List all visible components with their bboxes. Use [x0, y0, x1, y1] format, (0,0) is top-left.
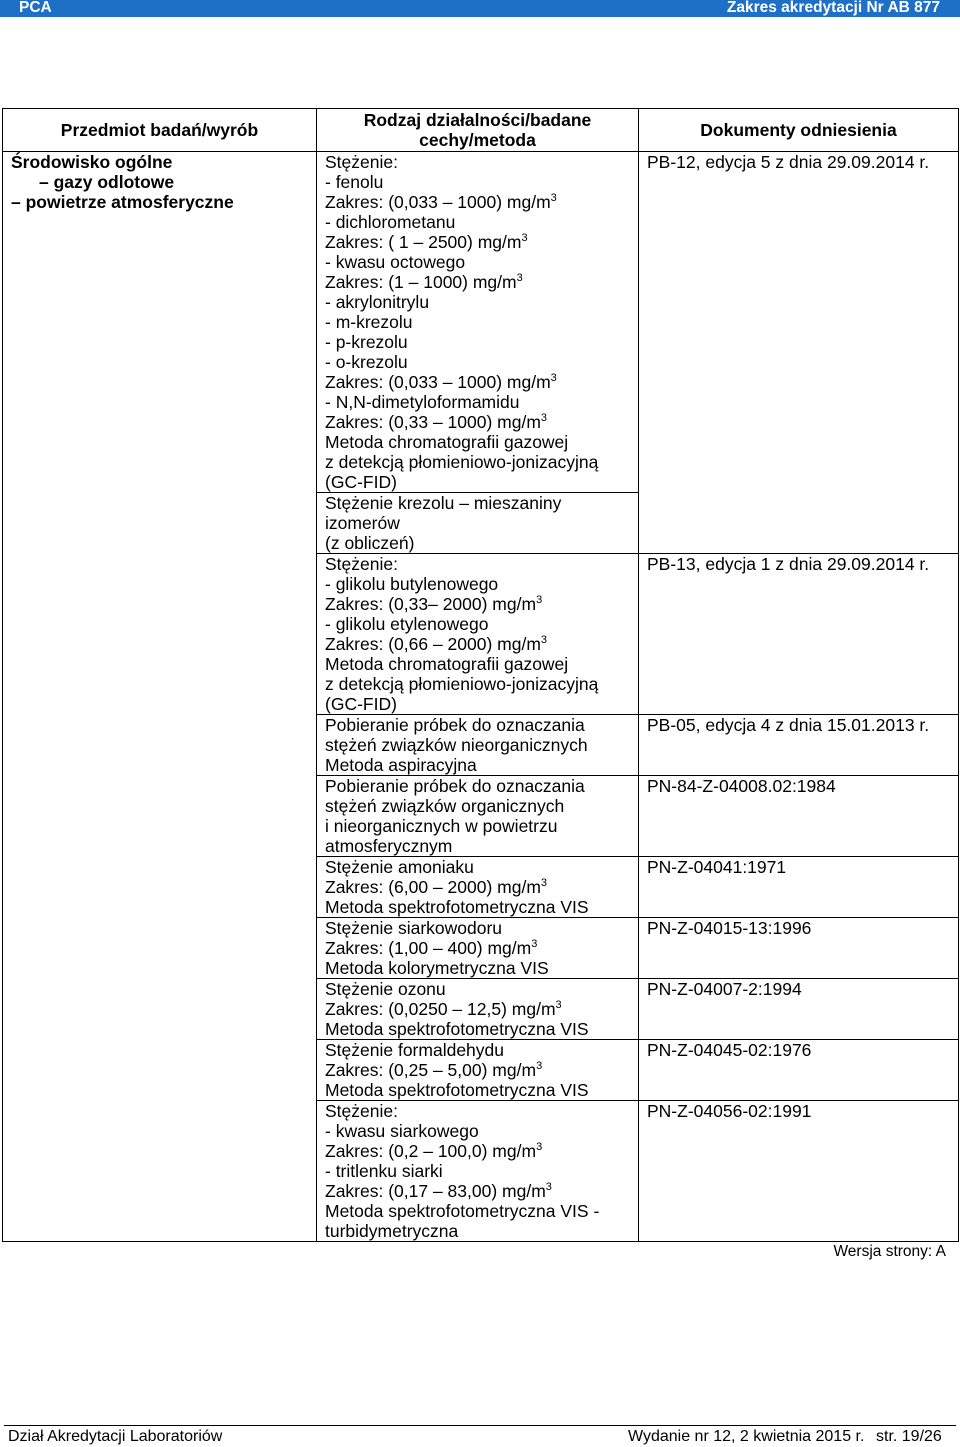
activity-line-text: Pobieranie próbek do oznaczania [325, 715, 585, 735]
document-cell [639, 979, 959, 1040]
document-cell [639, 152, 959, 554]
activity-line [325, 232, 630, 252]
activity-line-text: turbidymetryczna [325, 1221, 459, 1241]
activity-line [325, 979, 630, 999]
subject-line: – gazy odlotowe [39, 172, 175, 192]
activity-line-text: Zakres: (0,033 – 1000) mg/m [325, 372, 551, 392]
activity-line-text: - o-krezolu [325, 352, 408, 372]
document-cell [639, 918, 959, 979]
activity-cell [317, 776, 639, 857]
unit-superscript: 3 [540, 412, 548, 425]
activity-line-text: Zakres: ( 1 – 2500) mg/m [325, 232, 522, 252]
activity-line [325, 392, 630, 412]
activity-line-text: Metoda aspiracyjna [325, 755, 477, 775]
activity-line-text: Zakres: (0,25 – 5,00) mg/m [325, 1060, 537, 1080]
activity-cell [317, 979, 639, 1040]
column-header-activity-line: Rodzaj działalności/badane [363, 110, 592, 130]
table-row [3, 152, 959, 493]
activity-cell [317, 1040, 639, 1101]
activity-line [325, 1221, 630, 1241]
organization-label: PCA [19, 0, 52, 16]
document-reference: PB-13, edycja 1 z dnia 29.09.2014 r. [647, 554, 930, 574]
unit-superscript: 3 [531, 938, 538, 951]
activity-line [325, 1101, 630, 1121]
activity-line [325, 1201, 630, 1221]
activity-line [325, 574, 630, 594]
activity-line-text: Zakres: (0,0250 – 12,5) mg/m [325, 999, 556, 1019]
activity-line-text: - glikolu etylenowego [325, 614, 489, 634]
activity-line-text: - akrylonitrylu [325, 292, 430, 312]
activity-line-text: atmosferycznym [325, 836, 453, 856]
activity-line-text: Metoda chromatografii gazowej [325, 654, 569, 674]
activity-line-text: - fenolu [325, 172, 384, 192]
activity-line [325, 452, 630, 472]
activity-line [325, 755, 630, 775]
activity-line [325, 654, 630, 674]
column-header-subject-label: Przedmiot badań/wyrób [60, 120, 259, 140]
activity-line-text: Stężenie: [325, 554, 398, 574]
activity-line [325, 1121, 630, 1141]
document-reference: PN-Z-04056-02:1991 [647, 1101, 812, 1121]
column-header-activity [317, 109, 639, 152]
document-cell [639, 1101, 959, 1242]
activity-cell [317, 715, 639, 776]
column-header-activity-line: cechy/metoda [419, 130, 536, 150]
activity-line-text: z detekcją płomieniowo-jonizacyjną [325, 452, 599, 472]
document-reference: PN-Z-04007-2:1994 [647, 979, 802, 999]
subject-cell [3, 152, 317, 1242]
document-cell [639, 776, 959, 857]
activity-line-text: - kwasu octowego [325, 252, 466, 272]
activity-line [325, 938, 630, 958]
activity-line-text: Stężenie formaldehydu [325, 1040, 504, 1060]
activity-line [325, 312, 630, 332]
activity-line [325, 614, 630, 634]
activity-line [325, 1181, 630, 1201]
activity-line [325, 857, 630, 877]
unit-superscript: 3 [550, 192, 557, 205]
unit-superscript: 3 [536, 1060, 543, 1073]
activity-line-text: - kwasu siarkowego [325, 1121, 479, 1141]
column-header-documents-label: Dokumenty odniesienia [700, 120, 897, 140]
activity-cell [317, 918, 639, 979]
activity-line-text: - N,N-dimetyloformamidu [325, 392, 520, 412]
activity-line [325, 999, 630, 1019]
activity-line-text: - dichlorometanu [325, 212, 456, 232]
activity-cell [317, 493, 639, 554]
footer-page-number: str. 19/26 [876, 1428, 942, 1445]
activity-line [325, 192, 630, 212]
unit-superscript: 3 [540, 634, 548, 647]
activity-line-text: Stężenie amoniaku [325, 857, 474, 877]
activity-line-text: stężeń związków organicznych [325, 796, 565, 816]
footer-department: Dział Akredytacji Laboratoriów [8, 1428, 223, 1445]
activity-line [325, 432, 630, 452]
unit-superscript: 3 [555, 999, 562, 1012]
activity-line [325, 513, 630, 533]
footer-rule [4, 1425, 956, 1426]
activity-line [325, 412, 630, 432]
document-reference: PN-Z-04041:1971 [647, 857, 787, 877]
activity-line [325, 212, 630, 232]
activity-line-text: Pobieranie próbek do oznaczania [325, 776, 585, 796]
document-reference: PB-05, edycja 4 z dnia 15.01.2013 r. [647, 715, 930, 735]
activity-line [325, 372, 630, 392]
activity-line-text: Metoda spektrofotometryczna VIS [325, 1080, 589, 1100]
activity-cell [317, 857, 639, 918]
scope-table [2, 108, 959, 1242]
activity-line [325, 1019, 630, 1039]
activity-line [325, 1141, 630, 1161]
activity-line-text: Metoda spektrofotometryczna VIS [325, 1019, 589, 1039]
activity-line-text: - glikolu butylenowego [325, 574, 499, 594]
accreditation-scope-title: Zakres akredytacji Nr AB 877 [726, 0, 940, 16]
activity-line-text: (z obliczeń) [325, 533, 415, 553]
activity-line [325, 352, 630, 372]
activity-line-text: Stężenie krezolu – mieszaniny [325, 493, 562, 513]
activity-line [325, 1040, 630, 1060]
activity-line [325, 272, 630, 292]
activity-line [325, 918, 630, 938]
activity-line [325, 897, 630, 917]
activity-line [325, 1080, 630, 1100]
activity-cell [317, 152, 639, 493]
activity-line-text: Stężenie: [325, 1101, 398, 1121]
activity-line-text: (GC-FID) [325, 472, 397, 492]
unit-superscript: 3 [550, 372, 557, 385]
document-cell [639, 715, 959, 776]
document-reference: PN-Z-04015-13:1996 [647, 918, 812, 938]
activity-line [325, 715, 630, 735]
activity-line [325, 816, 630, 836]
activity-cell [317, 1101, 639, 1242]
activity-line [325, 152, 630, 172]
unit-superscript: 3 [536, 1141, 543, 1154]
unit-superscript: 3 [536, 594, 543, 607]
activity-line-text: Stężenie siarkowodoru [325, 918, 503, 938]
activity-line-text: - m-krezolu [325, 312, 413, 332]
activity-line [325, 735, 630, 755]
activity-line [325, 836, 630, 856]
activity-line-text: Zakres: (0,33 – 1000) mg/m [325, 412, 541, 432]
activity-line-text: Zakres: (1 – 1000) mg/m [325, 272, 517, 292]
activity-line [325, 776, 630, 796]
activity-line-text: Zakres: (0,66 – 2000) mg/m [325, 634, 541, 654]
activity-line-text: Metoda chromatografii gazowej [325, 432, 569, 452]
activity-line [325, 1161, 630, 1181]
subject-line: – powietrze atmosferyczne [11, 192, 234, 212]
activity-line [325, 1060, 630, 1080]
activity-line-text: - tritlenku siarki [325, 1161, 443, 1181]
activity-line-text: Metoda spektrofotometryczna VIS [325, 897, 589, 917]
table-header-row [3, 109, 959, 152]
document-cell [639, 1040, 959, 1101]
activity-line-text: Metoda kolorymetryczna VIS [325, 958, 549, 978]
document-cell [639, 857, 959, 918]
subject-line: Środowisko ogólne [11, 152, 173, 172]
activity-line [325, 877, 630, 897]
column-header-subject [3, 109, 317, 152]
activity-line-text: izomerów [325, 513, 400, 533]
activity-line-text: Metoda spektrofotometryczna VIS - [325, 1201, 600, 1221]
activity-line [325, 292, 630, 312]
activity-line [325, 554, 630, 574]
page-version: Wersja strony: A [833, 1243, 946, 1260]
column-header-documents [639, 109, 959, 152]
activity-line-text: (GC-FID) [325, 694, 397, 714]
activity-line [325, 796, 630, 816]
unit-superscript: 3 [545, 1181, 552, 1194]
activity-line-text: Stężenie ozonu [325, 979, 446, 999]
activity-line [325, 472, 630, 492]
activity-line [325, 493, 630, 513]
activity-line-text: stężeń związków nieorganicznych [325, 735, 588, 755]
activity-line [325, 172, 630, 192]
activity-line-text: Zakres: (0,033 – 1000) mg/m [325, 192, 551, 212]
activity-line [325, 332, 630, 352]
activity-line-text: Stężenie: [325, 152, 398, 172]
activity-line-text: i nieorganicznych w powietrzu [325, 816, 558, 836]
footer-edition: Wydanie nr 12, 2 kwietnia 2015 r. [628, 1428, 865, 1445]
document-reference: PN-Z-04045-02:1976 [647, 1040, 812, 1060]
activity-line-text: Zakres: (0,2 – 100,0) mg/m [325, 1141, 537, 1161]
unit-superscript: 3 [516, 272, 523, 285]
unit-superscript: 3 [521, 232, 528, 245]
activity-line [325, 634, 630, 654]
activity-line [325, 694, 630, 714]
document-reference: PN-84-Z-04008.02:1984 [647, 776, 836, 796]
activity-line-text: - p-krezolu [325, 332, 408, 352]
header-bar [0, 0, 960, 17]
activity-line [325, 594, 630, 614]
activity-line-text: z detekcją płomieniowo-jonizacyjną [325, 674, 599, 694]
activity-cell [317, 554, 639, 715]
activity-line [325, 674, 630, 694]
activity-line-text: Zakres: (6,00 – 2000) mg/m [325, 877, 541, 897]
document-reference: PB-12, edycja 5 z dnia 29.09.2014 r. [647, 152, 930, 172]
activity-line [325, 252, 630, 272]
unit-superscript: 3 [540, 877, 548, 890]
document-cell [639, 554, 959, 715]
activity-line-text: Zakres: (0,17 – 83,00) mg/m [325, 1181, 546, 1201]
activity-line [325, 533, 630, 553]
scope-table-body [3, 152, 959, 1242]
activity-line [325, 958, 630, 978]
activity-line-text: Zakres: (0,33– 2000) mg/m [325, 594, 537, 614]
activity-line-text: Zakres: (1,00 – 400) mg/m [325, 938, 532, 958]
